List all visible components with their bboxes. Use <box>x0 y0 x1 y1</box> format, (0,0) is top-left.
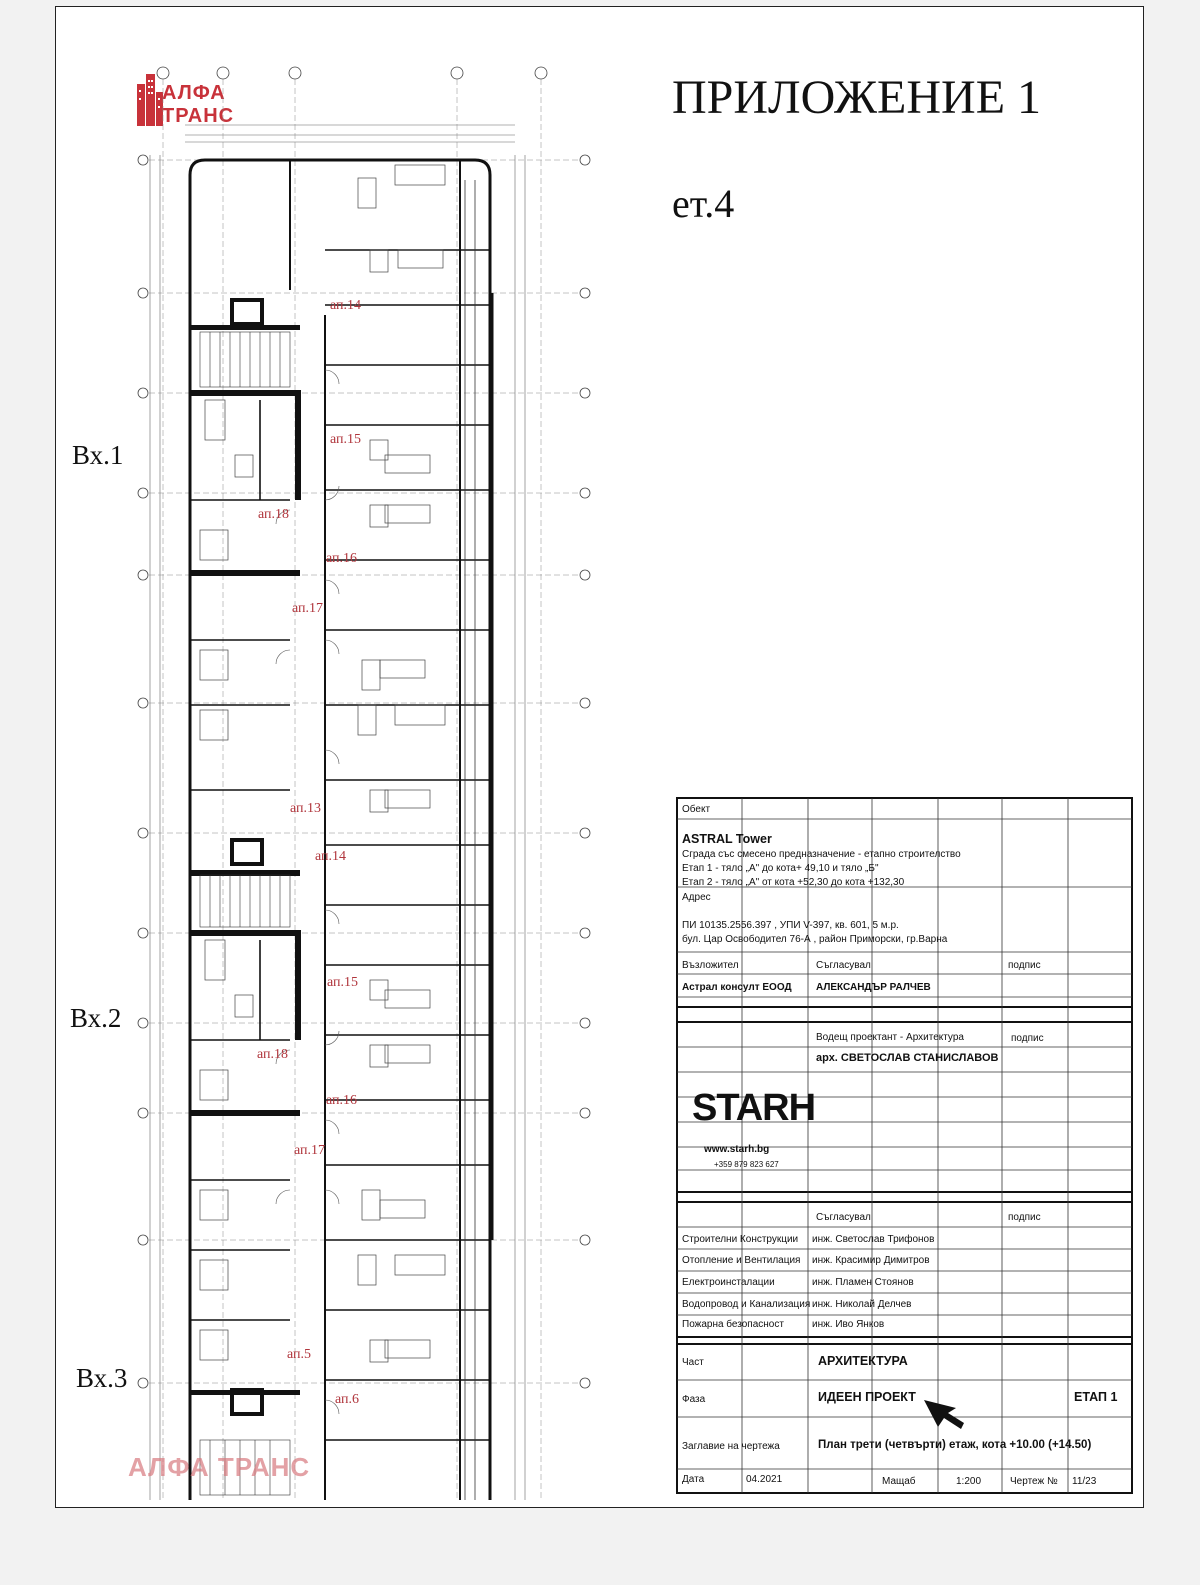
address-label: Адрес <box>682 892 711 903</box>
apartment-label: ап.13 <box>290 801 322 816</box>
entrance-label-2: Вх.2 <box>70 1003 122 1033</box>
lead-designer-label: Водещ проектант - Архитектура <box>816 1032 964 1043</box>
discipline-engineer: инж. Пламен Стоянов <box>812 1277 914 1288</box>
phase-value: ИДЕЕН ПРОЕКТ <box>818 1390 916 1404</box>
address-line-1: ПИ 10135.2556.397 , УПИ V-397, кв. 601, 5 м.р. <box>682 920 899 931</box>
discipline-engineer: инж. Красимир Димитров <box>812 1255 930 1266</box>
apartment-label: ап.17 <box>292 601 324 616</box>
object-label: Обект <box>682 804 711 815</box>
title-block <box>676 797 1133 1494</box>
drawing-title-label: Заглавие на чертежа <box>682 1441 780 1452</box>
watermark-text: АЛФА ТРАНС <box>128 1452 311 1482</box>
apartment-label: ап.16 <box>326 551 358 566</box>
project-description-2: Етап 1 - тяло „А" до кота+ 49,10 и тяло „Б" <box>682 863 879 874</box>
floor-plan-drawing <box>130 60 600 1505</box>
date-value: 04.2021 <box>746 1474 783 1485</box>
agreed-person: АЛЕКСАНДЪР РАЛЧЕВ <box>816 982 931 993</box>
discipline-engineer: инж. Николай Делчев <box>812 1299 912 1310</box>
entrance-label-1: Вх.1 <box>72 440 124 470</box>
studio-website: www.starh.bg <box>704 1144 770 1155</box>
part-value: АРХИТЕКТУРА <box>818 1354 908 1368</box>
scale-value: 1:200 <box>956 1476 982 1487</box>
appendix-title: ПРИЛОЖЕНИЕ 1 <box>672 71 1042 124</box>
discipline-part: Строителни Конструкции <box>682 1234 799 1245</box>
discipline-part: Водопровод и Канализация <box>682 1299 811 1310</box>
discipline-part: Отопление и Вентилация <box>682 1255 801 1266</box>
apartment-label: ап.15 <box>327 975 359 990</box>
discipline-part: Електроинсталации <box>682 1277 775 1288</box>
apartment-label: ап.15 <box>330 432 362 447</box>
lead-sign-label: подпис <box>1011 1033 1044 1044</box>
part-label: Част <box>682 1357 704 1368</box>
apartment-label: ап.14 <box>330 298 362 313</box>
apartment-label: ап.18 <box>257 1047 289 1062</box>
studio-phone: +359 879 823 627 <box>714 1160 779 1169</box>
address-line-2: бул. Цар Освободител 76-А , район Приморски, гр.Варна <box>682 934 948 945</box>
entrance-label-3: Вх.3 <box>76 1363 128 1393</box>
apartment-label: ап.18 <box>258 507 290 522</box>
floor-label: ет.4 <box>672 181 735 226</box>
cursor-arrow-icon <box>924 1400 964 1429</box>
discipline-engineer: инж. Иво Янков <box>812 1319 885 1330</box>
apartment-label: ап.5 <box>287 1347 312 1362</box>
agreed-label-2: Съгласувал <box>816 1212 871 1223</box>
discipline-part: Пожарна безопасност <box>682 1319 784 1330</box>
client-name: Астрал консулт ЕООД <box>682 982 792 993</box>
lead-designer-name: арх. СВЕТОСЛАВ СТАНИСЛАВОВ <box>816 1052 999 1064</box>
agreed-label: Съгласувал <box>816 960 871 971</box>
apartment-label: ап.16 <box>326 1093 358 1108</box>
client-label: Възложител <box>682 960 739 971</box>
project-description-3: Етап 2 - тяло „А" от кота +52,30 до кота +132,30 <box>682 877 905 888</box>
date-label: Дата <box>682 1474 705 1485</box>
drawing-title: План трети (четвърти) етаж, кота +10.00 (+14.50) <box>818 1439 1092 1451</box>
stage-value: ЕТАП 1 <box>1074 1390 1118 1404</box>
sheet-label: Чертеж № <box>1010 1476 1058 1487</box>
sheet-number: 11/23 <box>1072 1476 1097 1487</box>
apartment-label: ап.14 <box>315 849 347 864</box>
apartment-label: ап.17 <box>294 1143 326 1158</box>
phase-label: Фаза <box>682 1394 706 1405</box>
apartment-label: ап.6 <box>335 1392 360 1407</box>
scale-label: Мащаб <box>882 1476 916 1487</box>
project-name: ASTRAL Tower <box>682 832 772 846</box>
sign-label: подпис <box>1008 960 1041 971</box>
project-description-1: Сграда със смесено предназначение - етапно строителство <box>682 849 961 860</box>
discipline-engineer: инж. Светослав Трифонов <box>812 1234 935 1245</box>
sign-label-2: подпис <box>1008 1212 1041 1223</box>
logo-text: АЛФА ТРАНС <box>162 82 235 127</box>
studio-logo: STARH <box>692 1087 816 1129</box>
